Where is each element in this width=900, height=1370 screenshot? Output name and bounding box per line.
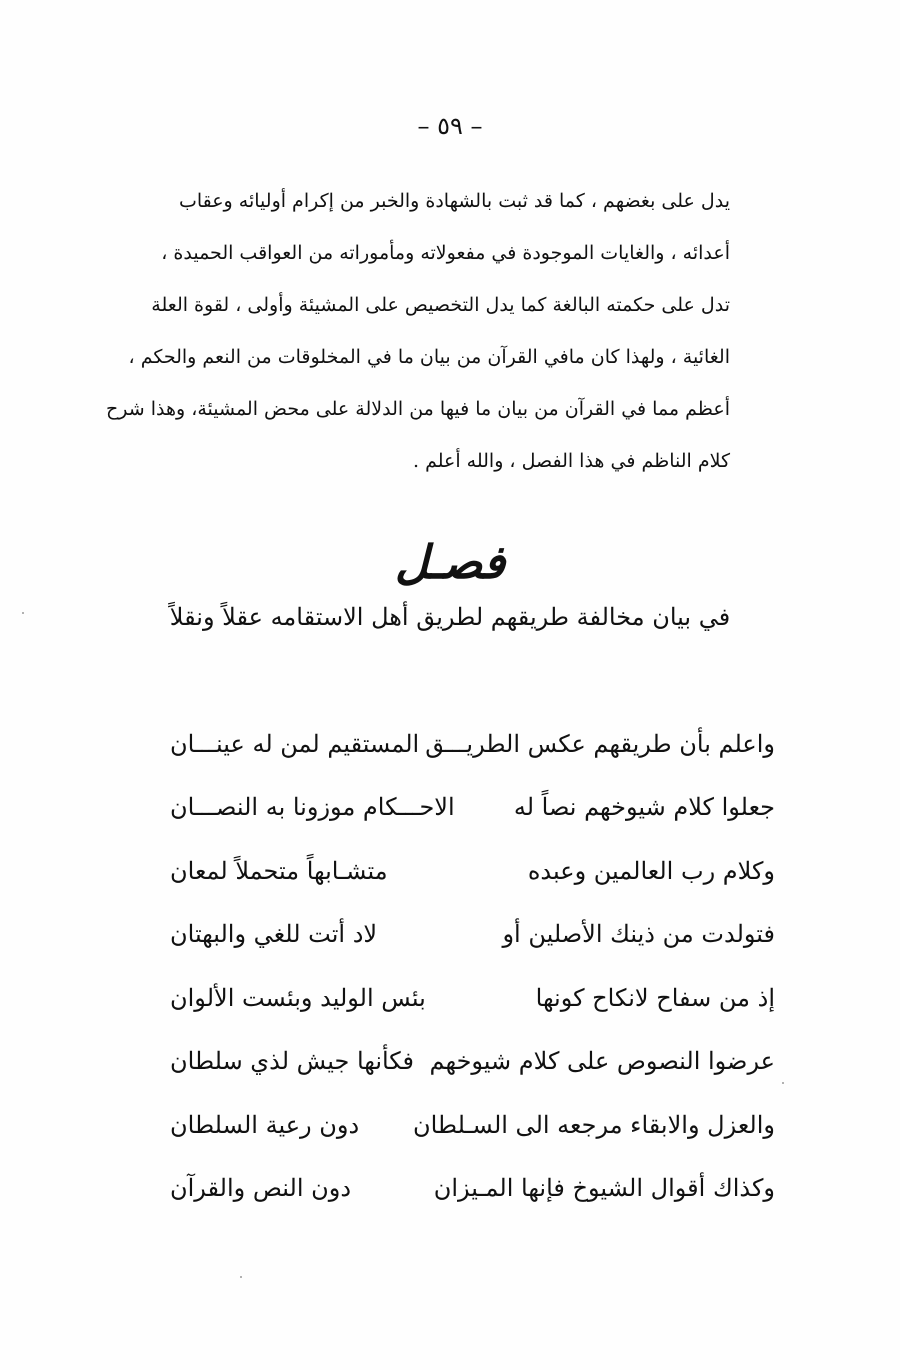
verse-line	[170, 1030, 775, 1094]
prose-line: أعدائه ، والغايات الموجودة في مفعولاته ومأموراته من العواقب الحميدة ،	[161, 242, 730, 264]
verse-second-hemistich: بئس الوليد وبئست الألوان	[170, 983, 426, 1012]
verse-first-hemistich: عرضوا النصوص على كلام شيوخهم	[429, 1047, 775, 1076]
verse-second-hemistich: فكأنها جيش لذي سلطان	[170, 1047, 415, 1076]
section-subtitle: في بيان مخالفة طريقهم لطريق أهل الاستقامه عقلاً ونقلاً	[169, 603, 731, 631]
verse-second-hemistich: دون رعية السلطان	[170, 1110, 360, 1139]
prose-line: الغائية ، ولهذا كان مافي القرآن من بيان ما في المخلوقات من النعم والحكم ،	[128, 346, 730, 368]
verse-first-hemistich: فتولدت من ذينك الأصلين أو	[502, 920, 775, 949]
verse-line	[170, 839, 775, 903]
verse-line	[170, 1157, 775, 1221]
verse-first-hemistich: والعزل والابقاء مرجعه الى السـلطان	[412, 1110, 775, 1139]
prose-line: كلام الناظم في هذا الفصل ، والله أعلم .	[413, 450, 730, 472]
scan-speck	[240, 1276, 242, 1278]
verse-first-hemistich: واعلم بأن طريقهم عكس الطريـــق	[425, 729, 775, 758]
verse-line	[170, 1093, 775, 1157]
verse-second-hemistich: دون النص والقرآن	[170, 1174, 352, 1203]
section-heading: فصـل	[394, 535, 506, 589]
verse-second-hemistich: المستقيم لمن له عينـــان	[170, 729, 420, 758]
poem-verses	[170, 712, 775, 1220]
verse-line	[170, 776, 775, 840]
verse-second-hemistich: متشـابهاً متحملاً لمعان	[170, 856, 388, 885]
prose-line: يدل على بغضهم ، كما قد ثبت بالشهادة والخبر من إكرام أوليائه وعقاب	[178, 190, 730, 212]
scan-speck	[782, 1082, 784, 1084]
verse-first-hemistich: إذ من سفاح لانكاح كونها	[535, 983, 775, 1012]
scan-speck	[22, 612, 24, 614]
prose-line: أعظم مما في القرآن من بيان ما فيها من الدلالة على محض المشيئة، وهذا شرح	[106, 398, 730, 420]
verse-second-hemistich: لاد أتت للغي والبهتان	[170, 920, 378, 949]
verse-first-hemistich: جعلوا كلام شيوخهم نصاً له	[513, 793, 775, 822]
verse-line	[170, 966, 775, 1030]
prose-paragraph	[106, 175, 730, 487]
verse-line	[170, 903, 775, 967]
page-number: – ٥٩ –	[417, 112, 483, 140]
verse-second-hemistich: الاحـــكام موزونا به النصـــان	[170, 793, 455, 822]
verse-first-hemistich: وكذاك أقوال الشيوخ فإنها المـيزان	[433, 1174, 775, 1203]
prose-line: تدل على حكمته البالغة كما يدل التخصيص على المشيئة وأولى ، لقوة العلة	[151, 294, 730, 316]
verse-line	[170, 712, 775, 776]
verse-first-hemistich: وكلام رب العالمين وعبده	[527, 856, 775, 885]
